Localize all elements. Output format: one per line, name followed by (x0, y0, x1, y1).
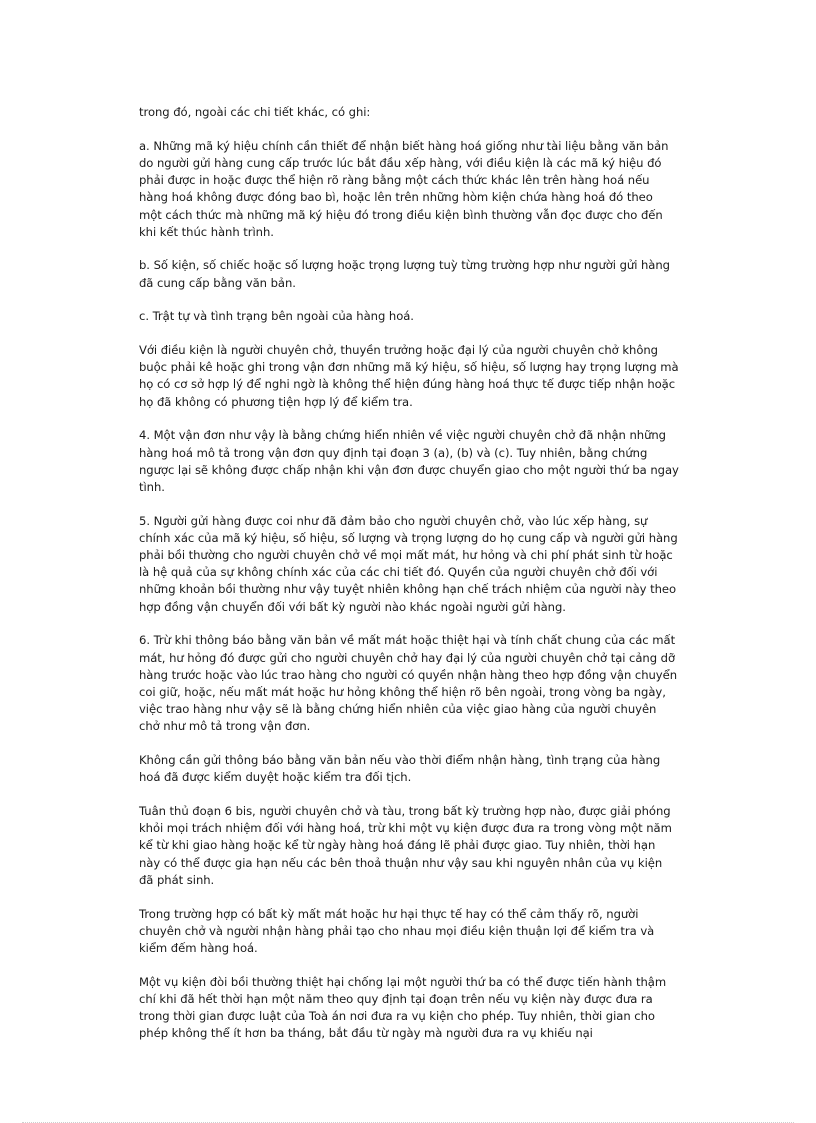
paragraph-third-party-action: Một vụ kiện đòi bồi thường thiệt hại chống lại một người thứ ba có thể được tiến hành thậm chí khi đã hết thời hạn một năm theo quy định tại đoạn trên nếu vụ kiện này được đưa ra trong thời gian được luật của Toà án nơi đưa ra vụ kiện cho phép. Tuy nhiên, thời gian cho phép không thể ít hơn ba tháng, bắt đầu từ ngày mà người đưa ra vụ khiếu nại (139, 974, 667, 1041)
paragraph-inspection: Trong trường hợp có bất kỳ mất mát hoặc hư hại thực tế hay có thể cảm thấy rõ, người chuyên chở và người nhận hàng phải tạo cho nhau mọi điều kiện thuận lợi để kiểm tra và kiểm đếm hàng hoá. (139, 906, 655, 955)
paragraph-6: 6. Trừ khi thông báo bằng văn bản về mất mát hoặc thiệt hại và tính chất chung của các mất mát, hư hỏng đó được gửi cho người chuyên chở hay đại lý của người chuyên chở tại cảng dỡ hàng trước hoặc vào lúc trao hàng cho người có quyền nhận hàng theo hợp đồng vận chuyển coi giữ, hoặc, nếu mất mát hoặc hư hỏng không thể hiện rõ bên ngoài, trong vòng ba ngày, việc trao hàng như vậy sẽ là bằng chứng hiển nhiên của việc giao hàng của người chuyên chở như mô tả trong vận đơn. (139, 633, 677, 734)
paragraph-item-b: b. Số kiện, số chiếc hoặc số lượng hoặc trọng lượng tuỳ từng trường hợp như người gửi hàng đã cung cấp bằng văn bản. (139, 258, 670, 290)
paragraph-4: 4. Một vận đơn như vậy là bằng chứng hiển nhiên về việc người chuyên chở đã nhận những hàng hoá mô tả trong vận đơn quy định tại đoạn 3 (a), (b) và (c). Tuy nhiên, bằng chứng ngược lại sẽ không được chấp nhận khi vận đơn được chuyển giao cho một người thứ ba ngay tình. (139, 428, 679, 494)
paragraph-5: 5. Người gửi hàng được coi như đã đảm bảo cho người chuyên chở, vào lúc xếp hàng, sự chính xác của mã ký hiệu, số hiệu, số lượng và trọng lượng do họ cung cấp và người gửi hàng phải bồi thường cho người chuyên chở về mọi mất mát, hư hỏng và chi phí phát sinh từ hoặc là hệ quả của sự không chính xác của các chi tiết đó. Quyền của người chuyên chở đối với những khoản bồi thường như vậy tuyệt nhiên không hạn chế trách nhiệm của người này theo hợp đồng vận chuyển đối với bất kỳ người nào khác ngoài người gửi hàng. (139, 513, 678, 614)
paragraph-item-a: a. Những mã ký hiệu chính cần thiết để nhận biết hàng hoá giống như tài liệu bằng văn bản do người gửi hàng cung cấp trước lúc bắt đầu xếp hàng, với điều kiện là các mã ký hiệu đó phải được in hoặc được thể hiện rõ ràng bằng một cách thức khác lên trên hàng hoá nếu hàng hoá không được đóng bao bì, hoặc lên trên những hòm kiện chứa hàng hoá đó theo một cách thức mà những mã ký hiệu đó trong điều kiện bình thường vẫn đọc được cho đến khi kết thúc hành trình. (139, 138, 669, 239)
paragraph-proviso: Với điều kiện là người chuyên chở, thuyền trưởng hoặc đại lý của người chuyên chở không buộc phải kê hoặc ghi trong vận đơn những mã ký hiệu, số hiệu, số lượng hay trọng lượng mà họ có cơ sở hợp lý để nghi ngờ là không thể hiện đúng hàng hoá thực tế được tiếp nhận hoặc họ đã không có phương tiện hợp lý để kiểm tra. (139, 343, 679, 409)
paragraph-intro: trong đó, ngoài các chi tiết khác, có ghi: (139, 105, 371, 119)
paragraph-item-c: c. Trật tự và tình trạng bên ngoài của hàng hoá. (139, 309, 414, 324)
paragraph-time-limit: Tuân thủ đoạn 6 bis, người chuyên chở và tàu, trong bất kỳ trường hợp nào, được giải phóng khỏi mọi trách nhiệm đối với hàng hoá, trừ khi một vụ kiện được đưa ra trong vòng một năm kể từ khi giao hàng hoặc kể từ ngày hàng hoá đáng lẽ phải được giao. Tuy nhiên, thời hạn này có thể được gia hạn nếu các bên thoả thuận như vậy sau khi nguyên nhân của vụ kiện đã phát sinh. (139, 804, 672, 887)
page-body (139, 104, 679, 1042)
paragraph-notice-exemption: Không cần gửi thông báo bằng văn bản nếu vào thời điểm nhận hàng, tình trạng của hàng hoá đã được kiểm duyệt hoặc kiểm tra đối tịch. (139, 753, 661, 785)
